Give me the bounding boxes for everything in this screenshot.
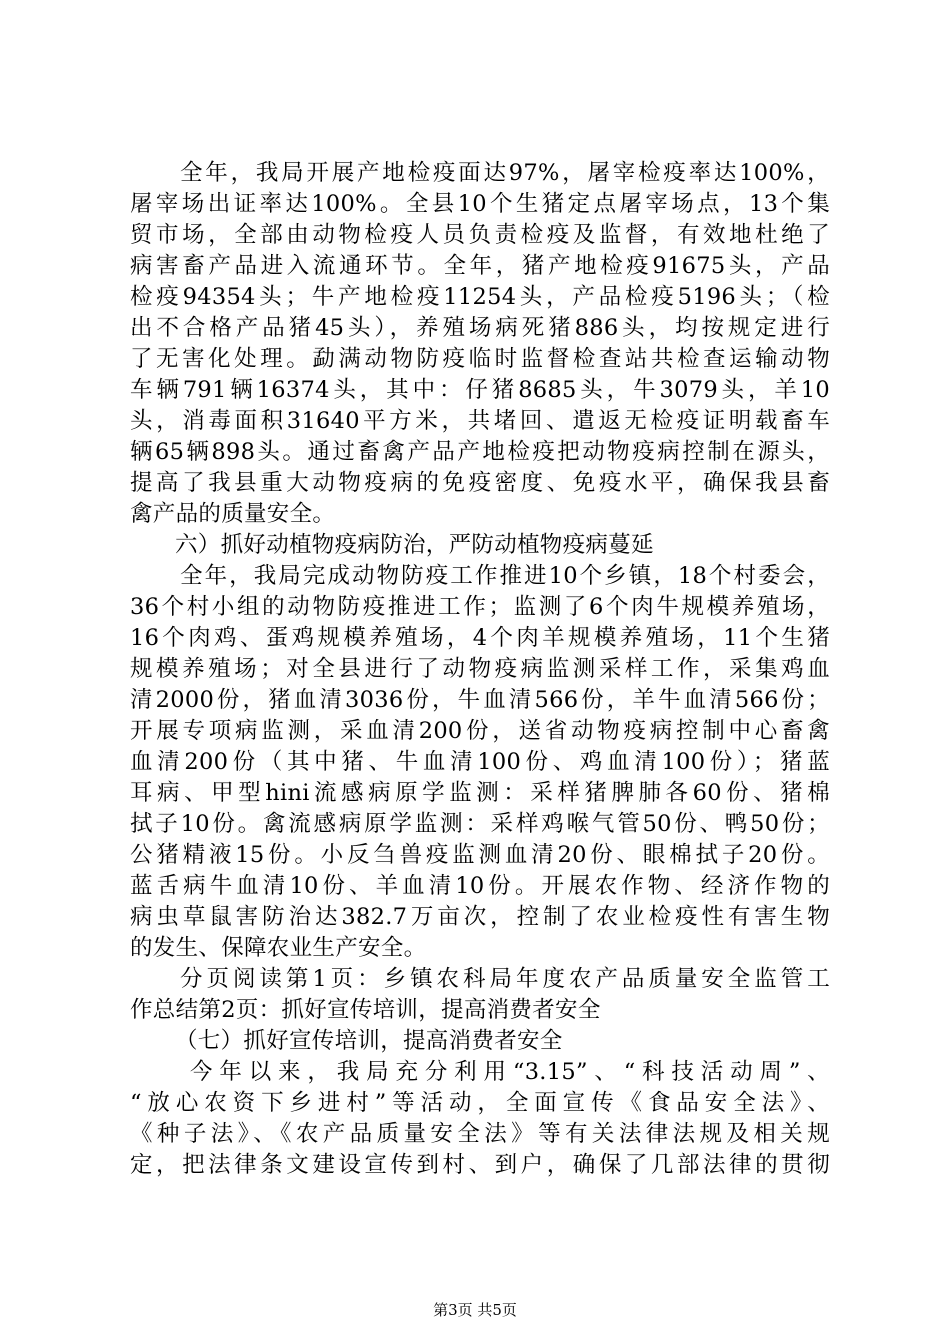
paragraph <box>130 158 830 530</box>
text-line: 辆65辆898头。通过畜禽产品产地检疫把动物疫病控制在源头， <box>130 439 830 465</box>
text-line: 耳病、甲型hini流感病原学监测：采样猪脾肺各60份、猪棉 <box>130 780 830 806</box>
paragraph <box>130 561 830 964</box>
text-line: 了无害化处理。勐满动物防疫临时监督检查站共检查运输动物 <box>130 346 830 372</box>
text-line: 16个肉鸡、蛋鸡规模养殖场，4个肉羊规模养殖场，11个生猪 <box>130 625 830 651</box>
text-line: 今年以来，我局充分利用“3.15”、“科技活动周”、 <box>190 1059 830 1085</box>
text-line: 开展专项病监测，采血清200份，送省动物疫病控制中心畜禽 <box>130 718 830 744</box>
paragraph <box>130 1057 830 1181</box>
text-line: 病害畜产品进入流通环节。全年，猪产地检疫91675头，产品 <box>130 253 830 279</box>
text-line: 全年，我局完成动物防疫工作推进10个乡镇，18个村委会， <box>180 563 830 589</box>
text-line: 公猪精液15份。小反刍兽疫监测血清20份、眼棉拭子20份。 <box>130 842 830 868</box>
text-line: 出不合格产品猪45头），养殖场病死猪886头，均按规定进行 <box>130 315 830 341</box>
text-line: 禽产品的质量安全。 <box>130 501 336 527</box>
text-line: 全年，我局开展产地检疫面达97%，屠宰检疫率达100%， <box>180 160 830 186</box>
text-line: 拭子10份。禽流感病原学监测：采样鸡喉气管50份、鸭50份； <box>130 811 830 837</box>
text-line: 血清200份（其中猪、牛血清100份、鸡血清100份）；猪蓝 <box>130 749 830 775</box>
text-line: 贸市场，全部由动物检疫人员负责检疫及监督，有效地杜绝了 <box>130 222 830 248</box>
text-line: 车辆791辆16374头，其中：仔猪8685头，牛3079头，羊10 <box>130 377 830 403</box>
text-line: “放心农资下乡进村”等活动，全面宣传《食品安全法》、 <box>130 1090 830 1116</box>
paragraph <box>130 530 830 561</box>
text-line: 蓝舌病牛血清10份、羊血清10份。开展农作物、经济作物的 <box>130 873 830 899</box>
text-line: 屠宰场出证率达100%。全县10个生猪定点屠宰场点，13个集 <box>130 191 830 217</box>
paragraph <box>130 1026 830 1057</box>
text-line: 提高了我县重大动物疫病的免疫密度、免疫水平，确保我县畜 <box>130 470 830 496</box>
paragraph <box>130 964 830 1026</box>
document-body <box>130 158 830 1181</box>
text-line: 病虫草鼠害防治达382.7万亩次，控制了农业检疫性有害生物 <box>130 904 830 930</box>
text-line: 的发生、保障农业生产安全。 <box>130 935 427 961</box>
page-footer: 第3页 共5页 <box>433 1301 517 1319</box>
text-line: 六）抓好动植物疫病防治，严防动植物疫病蔓延 <box>175 532 654 558</box>
text-line: 清2000份，猪血清3036份，牛血清566份，羊牛血清566份； <box>130 687 830 713</box>
text-line: 定，把法律条文建设宣传到村、到户，确保了几部法律的贯彻 <box>130 1152 830 1178</box>
text-line: 36个村小组的动物防疫推进工作；监测了6个肉牛规模养殖场， <box>130 594 830 620</box>
text-line: （七）抓好宣传培训，提高消费者安全 <box>175 1028 563 1054</box>
text-line: 检疫94354头；牛产地检疫11254头，产品检疫5196头；（检 <box>130 284 830 310</box>
text-line: 《种子法》、《农产品质量安全法》等有关法律法规及相关规 <box>130 1121 830 1147</box>
text-line: 头，消毒面积31640平方米，共堵回、遣返无检疫证明载畜车 <box>130 408 830 434</box>
text-line: 规模养殖场；对全县进行了动物疫病监测采样工作，采集鸡血 <box>130 656 830 682</box>
text-line: 作总结第2页：抓好宣传培训，提高消费者安全 <box>130 997 601 1023</box>
text-line: 分页阅读第1页：乡镇农科局年度农产品质量安全监管工 <box>180 966 830 992</box>
